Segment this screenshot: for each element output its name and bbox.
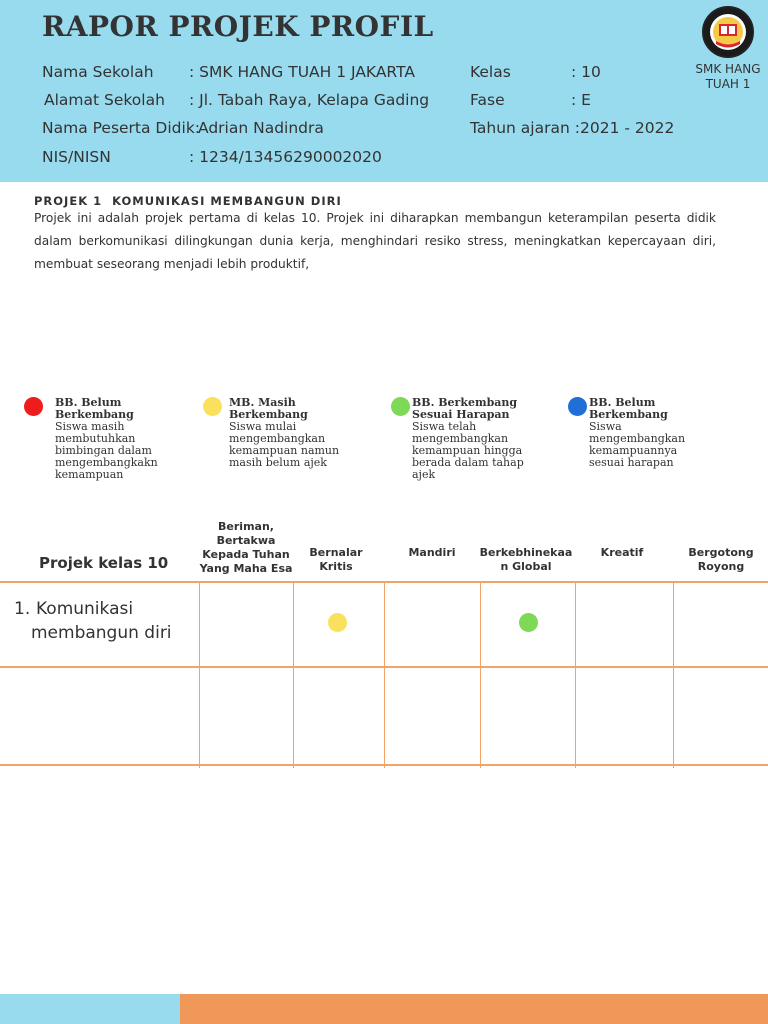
legend-title-line: Berkembang bbox=[55, 408, 134, 421]
table-column-line bbox=[480, 582, 481, 768]
legend-desc-line: kemampuannya bbox=[589, 444, 678, 457]
legend-description bbox=[229, 421, 339, 469]
school-logo-icon bbox=[702, 6, 754, 58]
kelas-label: Kelas bbox=[470, 63, 511, 81]
column-header-line: n Global bbox=[500, 560, 552, 573]
column-header-berkebhinekaan bbox=[476, 546, 576, 574]
legend-title bbox=[412, 397, 517, 421]
legend-title-line: Berkembang bbox=[589, 408, 668, 421]
legend-desc-line: mengembangkan bbox=[589, 432, 686, 445]
column-header-line: Bernalar bbox=[309, 546, 363, 559]
legend-desc-line: ajek bbox=[412, 468, 436, 481]
table-cell-mark bbox=[328, 613, 347, 632]
legend-title bbox=[229, 397, 308, 421]
legend-desc-line: sesuai harapan bbox=[589, 456, 674, 469]
legend-title-line: BB. Belum bbox=[589, 396, 656, 409]
legend-description bbox=[412, 421, 524, 481]
legend-title-line: MB. Masih bbox=[229, 396, 296, 409]
logo-caption-line-2: TUAH 1 bbox=[705, 77, 751, 91]
legend-dot-blue bbox=[568, 397, 587, 416]
column-header-bergotong-royong bbox=[676, 546, 766, 574]
kelas-value: : 10 bbox=[571, 63, 601, 81]
nis-label: NIS/NISN bbox=[42, 148, 111, 166]
report-header bbox=[0, 0, 768, 182]
fase-label: Fase bbox=[470, 91, 505, 109]
legend-title bbox=[55, 397, 134, 421]
table-row-label-line: Komunikasi bbox=[36, 599, 134, 619]
column-header-mandiri bbox=[384, 546, 480, 560]
legend-title-line: BB. Belum bbox=[55, 396, 122, 409]
column-header-line: Mandiri bbox=[408, 546, 456, 559]
legend-desc-line: Siswa mulai bbox=[229, 420, 297, 433]
column-header-line: Beriman, bbox=[218, 520, 274, 533]
legend-desc-line: kemampuan hingga bbox=[412, 444, 523, 457]
column-header-line: Kepada Tuhan bbox=[202, 548, 290, 561]
peserta-didik-value: Adrian Nadindra bbox=[198, 119, 324, 137]
table-column-line bbox=[293, 582, 294, 768]
column-header-line: Bergotong bbox=[688, 546, 754, 559]
alamat-sekolah-label: Alamat Sekolah bbox=[44, 91, 165, 109]
legend-desc-line: bimbingan dalam bbox=[55, 444, 152, 457]
nama-sekolah-value: : SMK HANG TUAH 1 JAKARTA bbox=[189, 63, 415, 81]
legend-desc-line: mengembangkakn bbox=[55, 456, 158, 469]
legend-desc-line: Siswa telah bbox=[412, 420, 477, 433]
legend-desc-line: kemampuan bbox=[55, 468, 124, 481]
legend-desc-line: berada dalam tahap bbox=[412, 456, 524, 469]
project-title: PROJEK 1 KOMUNIKASI MEMBANGUN DIRI bbox=[34, 194, 342, 208]
column-header-line: Royong bbox=[697, 560, 745, 573]
fase-value: : E bbox=[571, 91, 591, 109]
legend-desc-line: mengembangkan bbox=[229, 432, 326, 445]
table-cell-mark bbox=[519, 613, 538, 632]
legend-dot-red bbox=[24, 397, 43, 416]
alamat-sekolah-value: : Jl. Tabah Raya, Kelapa Gading bbox=[189, 91, 430, 109]
table-row-number: 1. bbox=[14, 599, 31, 619]
column-header-bernalar-kritis bbox=[292, 546, 380, 574]
footer-bar-orange bbox=[180, 994, 768, 1024]
column-header-line: Bertakwa bbox=[216, 534, 276, 547]
table-row-header: Projek kelas 10 bbox=[39, 554, 169, 572]
tahun-ajaran-value: 2021 - 2022 bbox=[580, 119, 675, 137]
peserta-didik-label: Nama Peserta Didik: bbox=[42, 119, 201, 137]
legend-desc-line: membutuhkan bbox=[55, 432, 136, 445]
nis-value: : 1234/13456290002020 bbox=[189, 148, 382, 166]
legend-dot-yellow bbox=[203, 397, 222, 416]
legend-title-line: BB. Berkembang bbox=[412, 396, 518, 409]
legend-title-line: Berkembang bbox=[229, 408, 308, 421]
table-column-line bbox=[575, 582, 576, 768]
project-description: Projek ini adalah projek pertama di kelas 10. Projek ini diharapkan membangun keterampilan peserta didik dalam berkomunikasi dilingkungan dunia kerja, menghindari resiko stress, meningkatkan kepercayaan diri, membuat seseorang menjadi lebih produktif, bbox=[34, 211, 716, 271]
legend-dot-green bbox=[391, 397, 410, 416]
logo-caption-line-1: SMK HANG bbox=[695, 62, 761, 76]
table-row-label bbox=[31, 597, 172, 645]
legend-desc-line: Siswa masih bbox=[55, 420, 125, 433]
legend-title-line: Sesuai Harapan bbox=[412, 408, 510, 421]
logo-caption bbox=[690, 62, 766, 92]
legend-title bbox=[589, 397, 668, 421]
legend-description bbox=[589, 421, 685, 469]
legend-description bbox=[55, 421, 158, 481]
page-title: RAPOR PROJEK PROFIL bbox=[42, 10, 434, 43]
footer-bar-blue bbox=[0, 994, 180, 1024]
table-column-line bbox=[673, 582, 674, 768]
column-header-beriman bbox=[198, 520, 294, 576]
table-column-line bbox=[199, 582, 200, 768]
legend-desc-line: masih belum ajek bbox=[229, 456, 327, 469]
table-column-line bbox=[384, 582, 385, 768]
column-header-line: Kritis bbox=[319, 560, 353, 573]
legend-desc-line: mengembangkan bbox=[412, 432, 509, 445]
legend-desc-line: kemampuan namun bbox=[229, 444, 340, 457]
column-header-line: Yang Maha Esa bbox=[199, 562, 293, 575]
school-logo-block bbox=[690, 6, 766, 92]
column-header-line: Kreatif bbox=[600, 546, 644, 559]
column-header-line: Berkebhinekaa bbox=[479, 546, 573, 559]
tahun-ajaran-label: Tahun ajaran : bbox=[470, 119, 580, 137]
table-row-label-line: membangun diri bbox=[31, 623, 172, 643]
column-header-kreatif bbox=[574, 546, 670, 560]
nama-sekolah-label: Nama Sekolah bbox=[42, 63, 154, 81]
legend-desc-line: Siswa bbox=[589, 420, 622, 433]
